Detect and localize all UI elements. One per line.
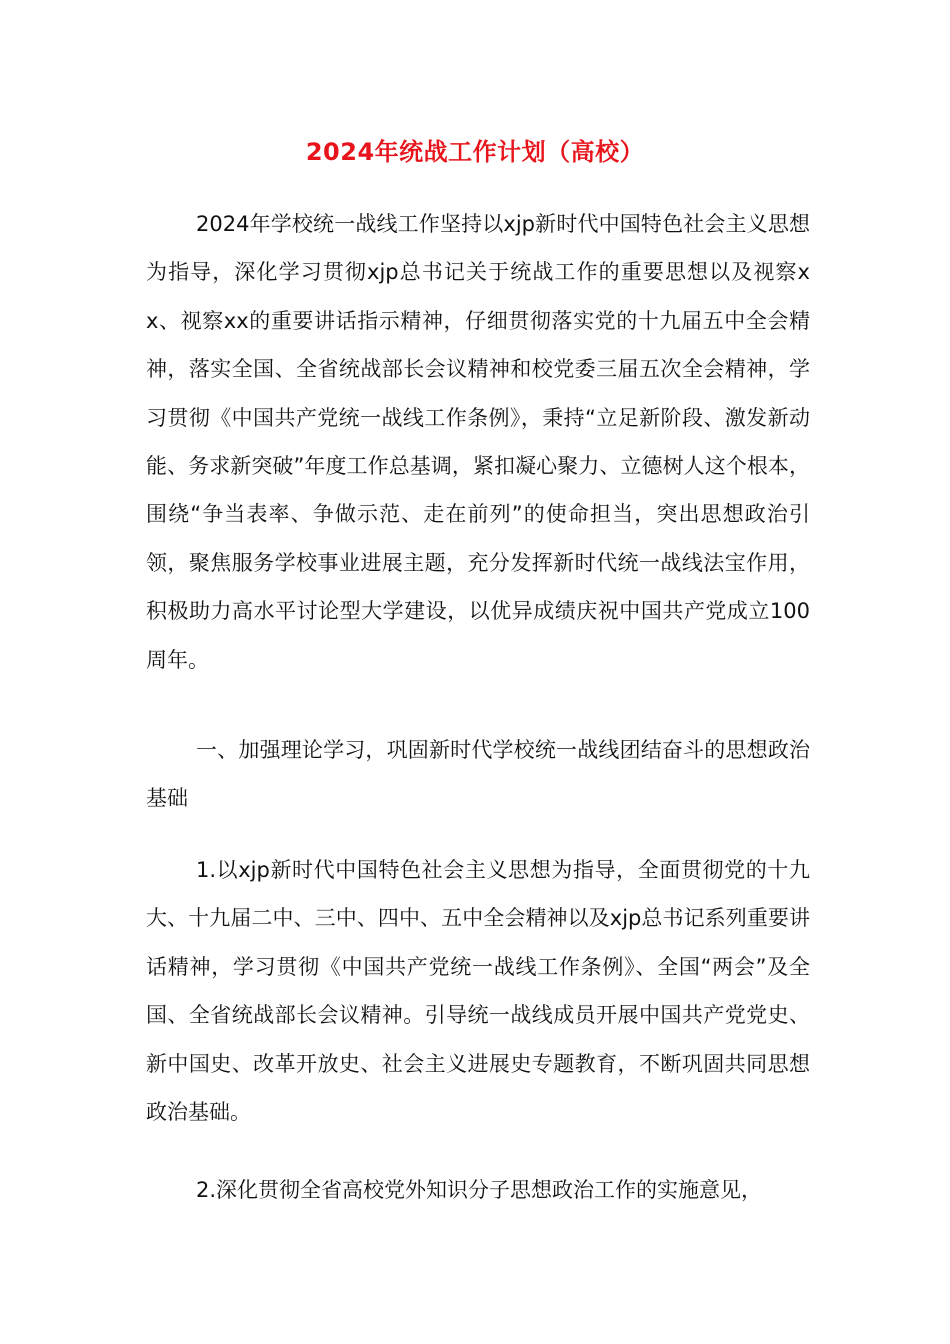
intro-paragraph: 2024年学校统一战线工作坚持以xjp新时代中国特色社会主义思想为指导，深化学习贯彻xjp总书记关于统战工作的重要思想以及视察xx、视察xx的重要讲话指示精神，仔细贯彻落实党的十九届五中全会精神，落实全国、全省统战部长会议精神和校党委三届五次全会精神，学习贯彻《中国共产党统一战线工作条例》，秉持“立足新阶段、激发新动能、务求新突破”年度工作总基调，紧扣凝心聚力、立德树人这个根本，围绕“争当表率、争做示范、走在前列”的使命担当，突出思想政治引领，聚焦服务学校事业进展主题，充分发挥新时代统一战线法宝作用，积极助力高水平讨论型大学建设，以优异成绩庆祝中国共产党成立100周年。 — [146, 212, 810, 672]
item-paragraph-2: 2.深化贯彻全省高校党外知识分子思想政治工作的实施意见， — [196, 1178, 763, 1202]
section-heading-1: 一、加强理论学习，巩固新时代学校统一战线团结奋斗的思想政治基础 — [146, 738, 810, 811]
item-paragraph-1: 1.以xjp新时代中国特色社会主义思想为指导，全面贯彻党的十九大、十九届二中、三中、四中、五中全会精神以及xjp总书记系列重要讲话精神，学习贯彻《中国共产党统一战线工作条例》、全国“两会”及全国、全省统战部长会议精神。引导统一战线成员开展中国共产党党史、新中国史、改革开放史、社会主义进展史专题教育，不断巩固共同思想政治基础。 — [146, 858, 810, 1125]
document-title: 2024年统战工作计划（高校） — [305, 138, 645, 166]
